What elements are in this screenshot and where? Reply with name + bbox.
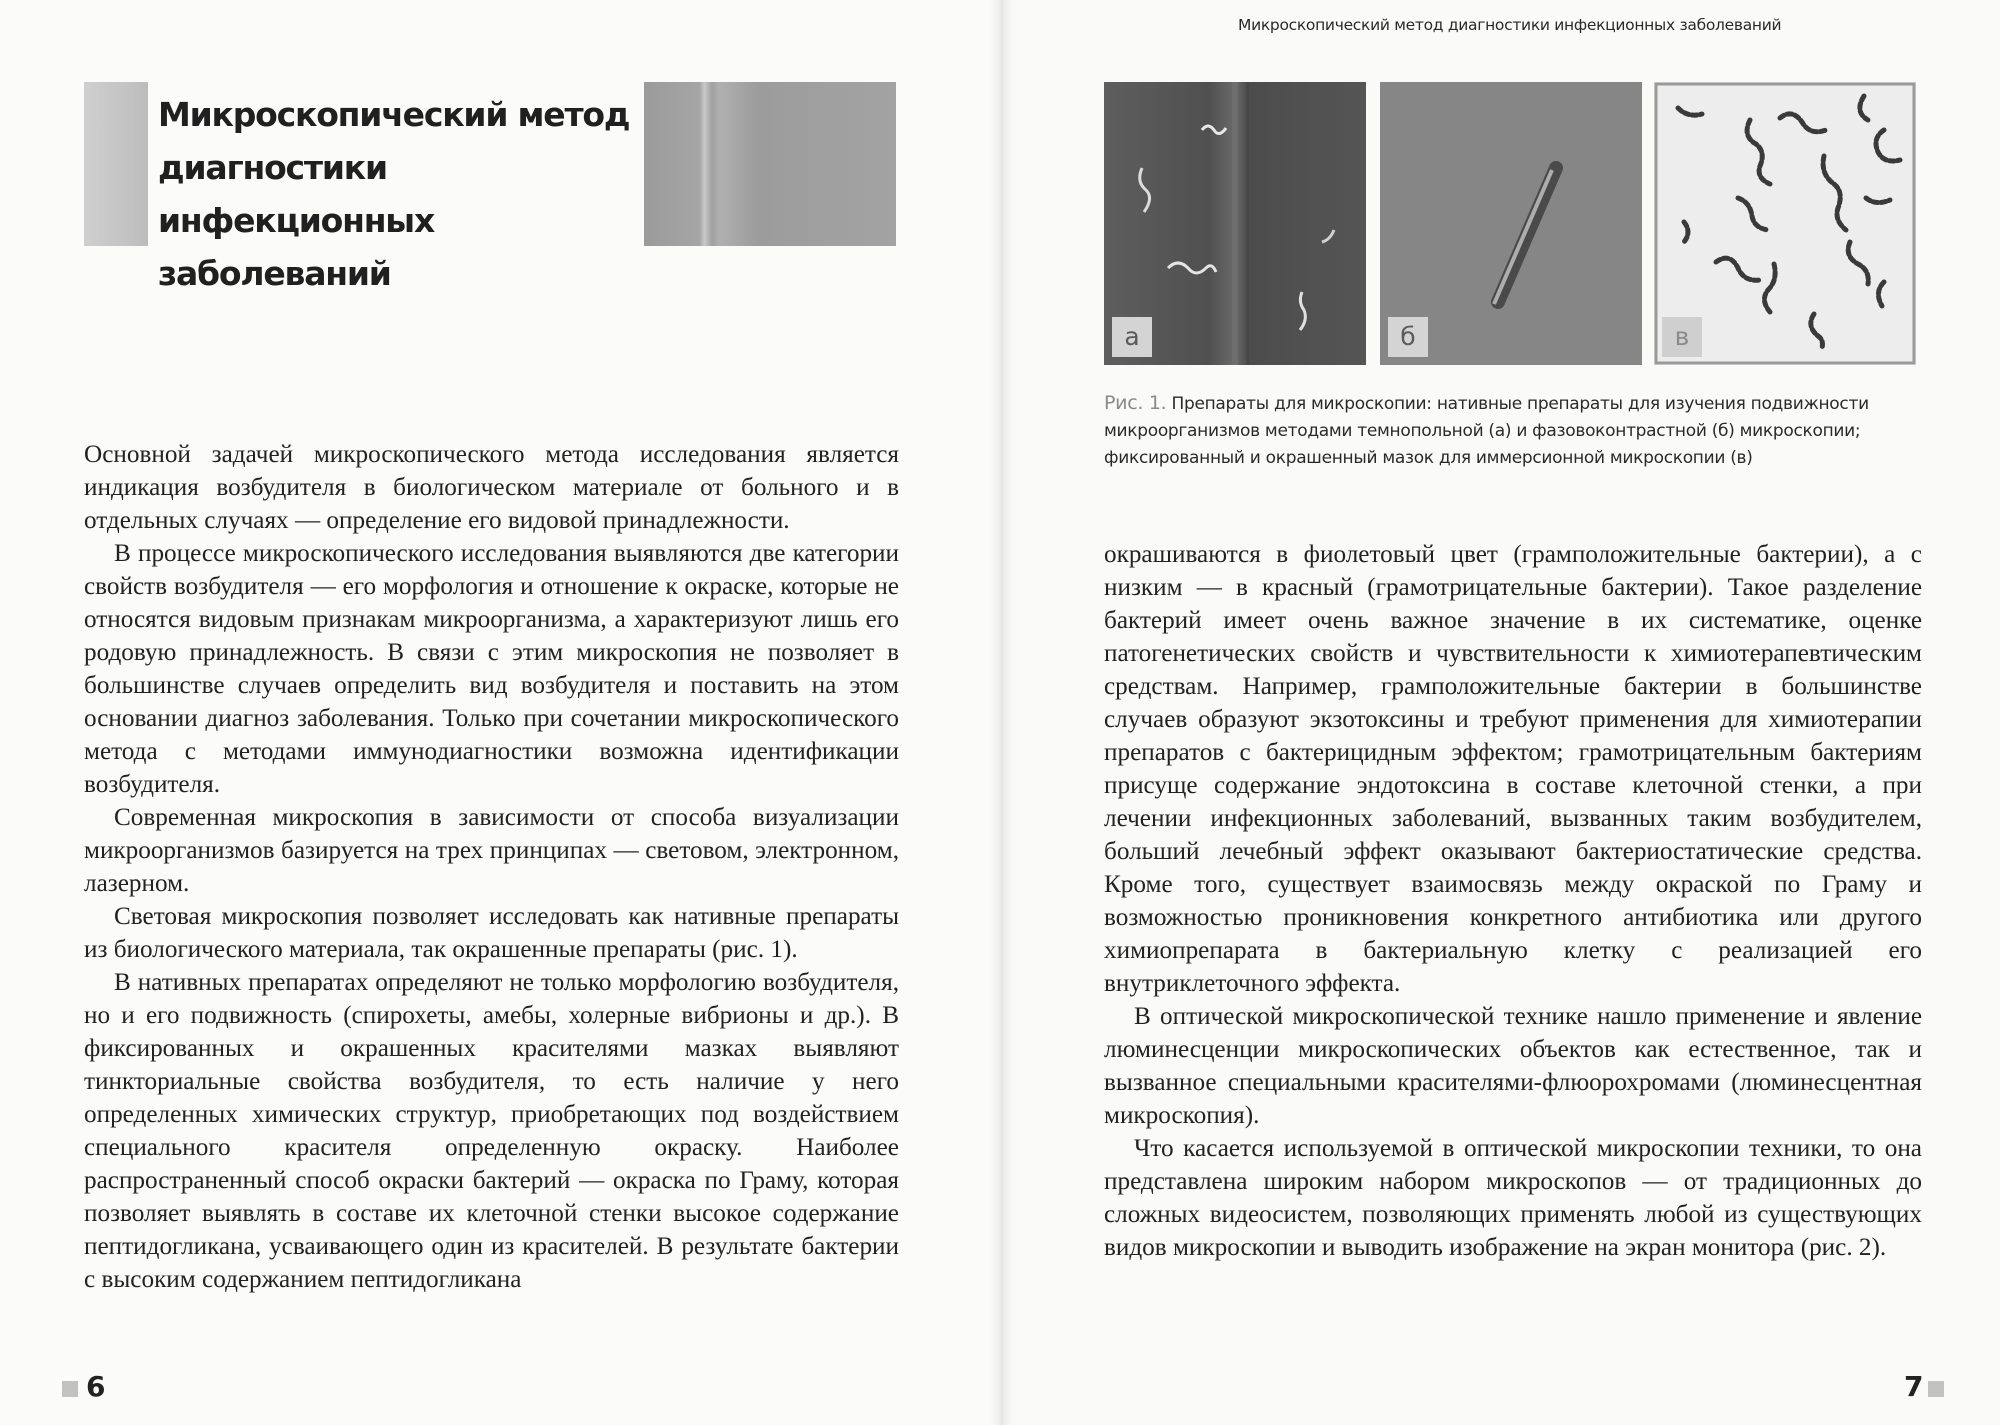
figure-phase-contrast-micrograph: [1380, 82, 1642, 365]
figure-caption: [1104, 390, 1924, 472]
paragraph: Что касается используемой в оптической микроскопии техники, то она представлена широким набором микроскопов — от традиционных до сложных видеосистем, позволяющих применять любой из существующих видов микроскопии и выводить изображение на экран монитора (рис. 2).: [1104, 1135, 1922, 1261]
page-number: 7: [1904, 1370, 1924, 1403]
chapter-title: Микроскопический метод диагностики инфекционных заболеваний: [158, 95, 630, 293]
paragraph: Основной задачей микроскопического метода исследования является индикация возбудителя в биологическом материале от больного и в отдельных случаях — определение его видовой принадлежности.: [84, 441, 899, 534]
caption-label: Рис. 1.: [1104, 392, 1167, 414]
paragraph: Современная микроскопия в зависимости от способа визуализации микроорганизмов базируется на трех принципах — световом, электронном, лазерном.: [84, 804, 899, 897]
figure-label-b: б: [1388, 317, 1428, 357]
figure-label-a: а: [1112, 317, 1152, 357]
page-number-marker: [62, 1381, 78, 1397]
paragraph: В процессе микроскопического исследования выявляются две категории свойств возбудителя — его морфология и отношение к окраске, которые не относятся видовым признакам микроорганизма, а характеризуют лишь его родовую принадлежность. В связи с этим микроскопия не позволяет в большинстве случаев определить вид возбудителя и поставить на этом основании диагноз заболевания. Только при сочетании микроскопического метода с методами иммунодиагностики возможна идентификации возбудителя.: [84, 540, 899, 798]
running-head: Микроскопический метод диагностики инфекционных заболеваний: [1238, 16, 1782, 34]
paragraph: В нативных препаратах определяют не только морфологию возбудителя, но и его подвижность (спирохеты, амебы, холерные вибрионы и др.). В фиксированных и окрашенных красителями мазках выявляют тинкториальные свойства возбудителя, то есть наличие у него определенных химических структур, приобретающих под воздействием специального красителя определенную окраску. Наиболее распространенный способ окраски бактерий — окраска по Граму, которая позволяет выявлять в составе их клеточной стенки высокое содержание пептидогликана, усваивающего один из красителей. В результате бактерии с высоким содержанием пептидогликана: [84, 969, 899, 1293]
title-decor-bar-right: [644, 82, 896, 246]
figure-dark-field-micrograph: [1104, 82, 1366, 365]
title-decor-bar-left: [84, 82, 148, 246]
figure-label-c: в: [1662, 317, 1702, 357]
paragraph: В оптической микроскопической технике нашло применение и явление люминесценции микроскопических объектов как естественное, так и вызванное специальными красителями-флюорохромами (люминесцентная микроскопия).: [1104, 1003, 1922, 1129]
figure-stained-smear-micrograph: [1654, 82, 1916, 365]
paragraph: окрашиваются в фиолетовый цвет (грамположительные бактерии), а с низким — в красный (грамотрицательные бактерии). Такое разделение бактерий имеет очень важное значение в их систематике, оценке патогенетических свойств и чувствительности к химиотерапевтическим средствам. Например, грамположительные бактерии в большинстве случаев образуют экзотоксины и требуют применения для химиотерапии препаратов с бактерицидным эффектом; грамотрицательным бактериям присуще содержание эндотоксина в составе клеточной стенки, а при лечении инфекционных заболеваний, вызванных таким возбудителем, больший лечебный эффект оказывают бактериостатические средства. Кроме того, существует взаимосвязь между окраской по Граму и возможностью проникновения конкретного антибиотика или другого химиопрепарата в бактериальную клетку с реализацией его внутриклеточного эффекта.: [1104, 541, 1922, 997]
paragraph: Световая микроскопия позволяет исследовать как нативные препараты из биологического материала, так окрашенные препараты (рис. 1).: [84, 903, 899, 963]
book-gutter: [990, 0, 1014, 1425]
caption-text: Препараты для микроскопии: нативные препараты для изучения подвижности микроорганизмов методами темнопольной (а) и фазовоконтрастной (б) микроскопии; фиксированный и окрашенный мазок для иммерсионной микроскопии (в): [1104, 394, 1869, 468]
left-body-text: [84, 438, 899, 1296]
page-number: 6: [86, 1370, 106, 1403]
page-number-marker: [1928, 1381, 1944, 1397]
right-body-text: [1104, 538, 1922, 1264]
